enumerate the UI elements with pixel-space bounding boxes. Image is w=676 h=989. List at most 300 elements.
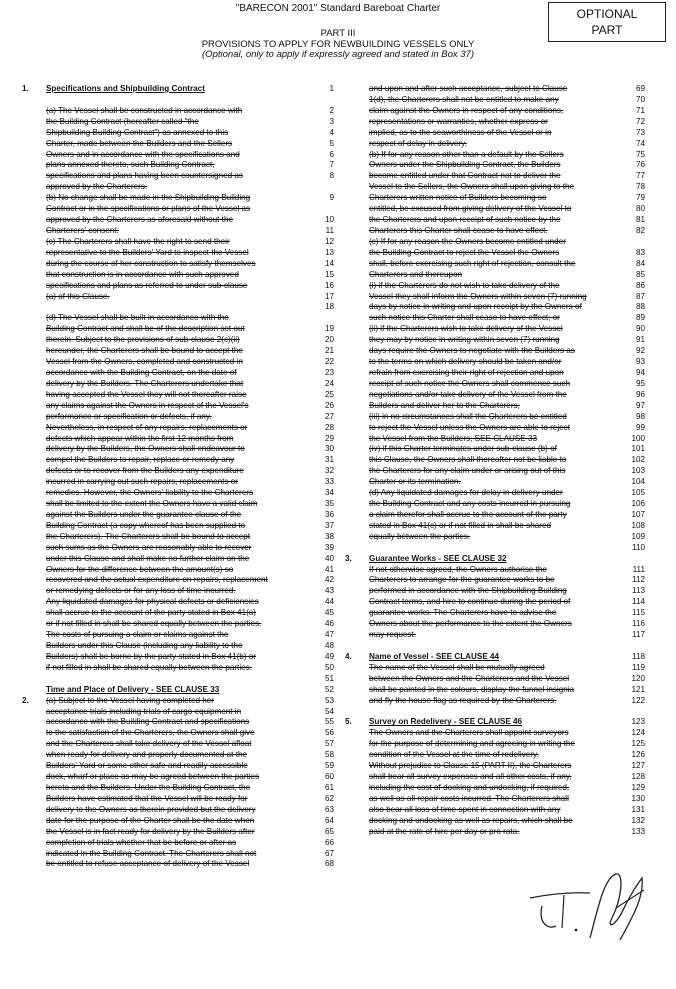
clause-number — [22, 739, 46, 750]
line-number: 45 — [324, 608, 334, 618]
line-number: 9 — [329, 193, 334, 203]
text-line — [345, 586, 645, 597]
clause-number — [345, 794, 369, 805]
clause-text: defects or to recover from the Builders any expenditure — [46, 466, 244, 476]
line-number: 58 — [324, 750, 334, 760]
text-line — [22, 226, 334, 237]
clause-text: recovered and the actual expenditure on repairs, replacement — [46, 575, 268, 585]
clause-number — [345, 171, 369, 182]
line-number: 124 — [631, 728, 645, 738]
clause-text: Nevertheless, in respect of any repairs, replacements or — [46, 422, 248, 432]
line-number: 8 — [329, 171, 334, 181]
text-line — [345, 390, 645, 401]
text-line — [345, 805, 645, 816]
clause-text: days by notice in writing and upon receipt by the Owners of — [369, 302, 582, 312]
clause-text: and upon and after such acceptance, subject to Clause — [369, 84, 568, 93]
line-number: 101 — [631, 444, 645, 454]
line-number: 36 — [324, 509, 334, 519]
right-column — [345, 84, 645, 838]
clause-text: having accepted the Vessel they will not thereafter raise — [46, 389, 247, 399]
clause-text: delivery to the Owners as therein provided but the delivery — [46, 804, 256, 814]
clause-text: Contract terms, and hire to continue during the period of — [369, 597, 571, 607]
text-line — [345, 434, 645, 445]
clause-number — [22, 117, 46, 128]
line-number: 111 — [632, 564, 645, 574]
line-number: 41 — [324, 564, 334, 574]
clause-text: stated in Box 41(c) or if not filled in shall be shared — [369, 520, 552, 530]
optional-label: OPTIONAL — [576, 7, 638, 21]
text-line — [22, 117, 334, 128]
part-number: PART III — [320, 28, 356, 39]
line-number: 87 — [635, 291, 645, 301]
clause-number — [345, 117, 369, 128]
clause-text: against the Builders under the guarantee clause of the — [46, 509, 242, 519]
left-column — [22, 84, 334, 870]
clause-number — [22, 160, 46, 171]
line-number: 102 — [631, 455, 645, 465]
text-line — [345, 357, 645, 368]
clause-text: Charterers this Charter shall cease to have effect. — [369, 225, 548, 235]
clause-text: representations or warranties, whether express or — [369, 116, 548, 126]
text-line — [22, 357, 334, 368]
text-line — [345, 783, 645, 794]
clause-text: the Building Contract (hereafter called "the — [46, 116, 199, 126]
line-number: 64 — [324, 815, 334, 825]
clause-number — [345, 597, 369, 608]
line-number: 97 — [635, 400, 645, 410]
text-line — [345, 466, 645, 477]
clause-number — [345, 128, 369, 139]
text-line — [345, 532, 645, 543]
clause-number — [345, 641, 369, 652]
clause-text: paid at the rate of hire per day or pro rata. — [369, 826, 520, 836]
text-line — [345, 739, 645, 750]
text-line — [345, 444, 645, 455]
line-number: 37 — [324, 520, 334, 530]
clause-number — [22, 849, 46, 860]
text-line — [345, 761, 645, 772]
clause-text — [369, 543, 627, 554]
clause-number — [22, 302, 46, 313]
line-number: 96 — [635, 389, 645, 399]
clause-text: (a) of this Clause. — [46, 291, 110, 301]
text-line — [22, 859, 334, 870]
line-number: 132 — [631, 815, 645, 825]
clause-text: the Vessel is in fact ready for delivery by the Builders after — [46, 826, 255, 836]
clause-text: respect of delay in delivery. — [369, 138, 467, 148]
line-number: 33 — [324, 477, 334, 487]
text-line — [22, 313, 334, 324]
text-line — [345, 663, 645, 674]
text-line — [22, 335, 334, 346]
clause-number — [345, 150, 369, 161]
text-line — [22, 575, 334, 586]
clause-number — [345, 663, 369, 674]
part-note: (Optional, only to apply if expressly agreed and stated in Box 37) — [202, 49, 474, 60]
clause-number — [22, 95, 46, 106]
clause-number — [22, 750, 46, 761]
clause-number — [22, 575, 46, 586]
text-line — [345, 259, 645, 270]
clause-number — [345, 237, 369, 248]
clause-number — [345, 608, 369, 619]
clause-number — [22, 270, 46, 281]
clause-number — [22, 652, 46, 663]
text-line — [22, 139, 334, 150]
clause-number — [345, 259, 369, 270]
line-number: 90 — [635, 324, 645, 334]
line-number: 14 — [324, 258, 334, 268]
line-number: 103 — [631, 466, 645, 476]
text-line — [345, 401, 645, 412]
clause-text: may request. — [369, 630, 416, 640]
clause-text: during the course of her construction to satisfy themselves — [46, 258, 256, 268]
clause-text: to the satisfaction of the Charterers, the Owners shall give — [46, 728, 255, 738]
clause-number — [345, 226, 369, 237]
clause-number — [22, 685, 46, 696]
line-number: 68 — [324, 859, 334, 869]
text-line — [345, 182, 645, 193]
line-number: 15 — [324, 269, 334, 279]
line-number: 16 — [324, 280, 334, 290]
clause-number — [345, 412, 369, 423]
clause-text: Vessel from the Owners, completed and constructed in — [46, 357, 243, 367]
text-line — [22, 543, 334, 554]
text-line — [345, 717, 645, 728]
clause-text: this Clause, the Owners shall thereafter not be liable to — [369, 455, 567, 465]
text-line — [345, 641, 645, 652]
clause-number — [345, 357, 369, 368]
text-line — [345, 608, 645, 619]
clause-text: approved by the Charterers as aforesaid without the — [46, 215, 233, 225]
clause-number — [22, 412, 46, 423]
text-line — [345, 84, 645, 95]
clause-number — [22, 554, 46, 565]
clause-text: or remedying defects or for any loss of time incurred. — [46, 586, 236, 596]
line-number: 62 — [324, 793, 334, 803]
text-line — [22, 717, 334, 728]
clause-text: entitled, be excused from giving delivery of the Vessel to — [369, 204, 572, 214]
clause-number — [345, 805, 369, 816]
text-line — [345, 488, 645, 499]
line-number: 129 — [631, 783, 645, 792]
clause-number — [22, 335, 46, 346]
text-line — [345, 619, 645, 630]
text-line — [345, 827, 645, 838]
line-number: 75 — [635, 149, 645, 159]
clause-text: (b) No change shall be made in the Shipbuilding Building — [46, 193, 251, 203]
line-number: 121 — [631, 684, 645, 694]
clause-text: representative to the Builders' Yard to inspect the Vessel — [46, 247, 249, 257]
clause-text: receipt of such notice the Owners shall commence such — [369, 378, 570, 388]
text-line — [345, 707, 645, 718]
clause-number — [22, 182, 46, 193]
line-number — [627, 554, 645, 565]
clause-number — [345, 630, 369, 641]
text-line — [22, 707, 334, 718]
clause-text: Contract or in the specifications or plans of the Vessel as — [46, 204, 251, 214]
line-number — [316, 313, 334, 324]
clause-text: hereunder, the Charterers shall be bound to accept the — [46, 346, 243, 356]
clause-text: 1(d), the Charterers shall not be entitled to make any — [369, 94, 559, 104]
text-line — [22, 455, 334, 466]
line-number: 6 — [329, 149, 334, 159]
clause-number — [345, 455, 369, 466]
clause-number — [22, 707, 46, 718]
line-number: 21 — [324, 346, 334, 356]
text-line — [345, 477, 645, 488]
clause-text: Owners for the difference between the amount(s) so — [46, 564, 234, 574]
line-number: 53 — [324, 695, 334, 705]
clause-text — [46, 95, 316, 106]
text-line — [22, 565, 334, 576]
clause-number — [22, 597, 46, 608]
clause-number — [345, 182, 369, 193]
line-number: 76 — [635, 160, 645, 170]
clause-number — [345, 346, 369, 357]
text-line — [345, 346, 645, 357]
line-number: 4 — [329, 127, 334, 137]
clause-text: specifications and plans as referred to under sub-clause — [46, 280, 248, 290]
clause-number — [22, 466, 46, 477]
clause-number — [345, 160, 369, 171]
text-line — [22, 685, 334, 696]
line-number: 99 — [635, 422, 645, 432]
clause-number — [22, 401, 46, 412]
text-line — [345, 499, 645, 510]
clause-number — [22, 805, 46, 816]
clause-number — [22, 128, 46, 139]
line-number: 26 — [324, 400, 334, 410]
line-number: 115 — [632, 608, 645, 618]
clause-number — [22, 630, 46, 641]
clause-text: remedies. However, the Owners' liability to the Charterers — [46, 488, 254, 498]
line-number: 108 — [631, 520, 645, 530]
clause-text: delivery by the Builders. The Charterers undertake that — [46, 378, 244, 388]
clause-text: (d) Any liquidated damages for delay in delivery under — [369, 488, 563, 498]
clause-text: the Charterers and upon receipt of such notice by the — [369, 215, 561, 225]
clause-text: a claim therefor shall accrue to the account of the party — [369, 509, 567, 519]
line-number: 13 — [324, 247, 334, 257]
clause-number — [22, 608, 46, 619]
clause-number — [345, 106, 369, 117]
text-line — [22, 663, 334, 674]
clause-text: Builders under this Clause (including any liability to the — [46, 641, 243, 651]
clause-text: as well as all repair costs incurred. The Charterers shall — [369, 793, 569, 803]
line-number: 82 — [635, 225, 645, 235]
text-line — [22, 761, 334, 772]
clause-text: and the Charterers shall take delivery of the Vessel afloat — [46, 739, 252, 749]
line-number: 32 — [324, 466, 334, 476]
line-number: 43 — [324, 586, 334, 596]
clause-number — [22, 532, 46, 543]
text-line — [22, 586, 334, 597]
line-number: 19 — [324, 324, 334, 334]
clause-text: Guarantee Works - SEE CLAUSE 32 — [369, 553, 507, 563]
part-heading-block — [0, 29, 676, 61]
line-number: 20 — [324, 335, 334, 345]
text-line — [22, 193, 334, 204]
line-number — [316, 95, 334, 106]
line-number: 114 — [632, 597, 645, 607]
clause-text: become entitled under that Contract not to deliver the — [369, 171, 561, 181]
line-number: 66 — [324, 837, 334, 847]
clause-text: Any liquidated damages for physical defects or deficiencies — [46, 597, 259, 607]
line-number: 22 — [324, 357, 334, 367]
line-number: 117 — [632, 630, 645, 640]
clause-number — [22, 565, 46, 576]
clause-text: Builders and deliver her to the Charterers; — [369, 400, 520, 410]
clause-text: the Building Contract to reject the Vessel the Owners — [369, 247, 560, 257]
clause-number — [22, 215, 46, 226]
text-line — [22, 248, 334, 259]
text-line — [22, 805, 334, 816]
line-number: 69 — [635, 84, 645, 93]
clause-text: date for the purpose of the Charter shall be the date when — [46, 815, 255, 825]
clause-number — [345, 313, 369, 324]
text-line — [22, 630, 334, 641]
clause-text: acceptance trials including trials of cargo equipment in — [46, 706, 242, 716]
clause-text — [46, 674, 316, 685]
clause-text: The Owners and the Charterers shall appoint surveyors — [369, 728, 569, 738]
text-line — [22, 237, 334, 248]
text-line — [22, 204, 334, 215]
clause-text: any claims against the Owners in respect of the Vessel's — [46, 400, 249, 410]
clause-number — [22, 641, 46, 652]
clause-text: The name of the Vessel shall be mutually agreed — [369, 662, 545, 672]
clause-text: such sums as the Owners are reasonably able to recover — [46, 542, 252, 552]
text-line — [22, 849, 334, 860]
text-line — [22, 150, 334, 161]
clause-text: specifications and plans having been countersigned as — [46, 171, 243, 181]
text-line — [345, 292, 645, 303]
line-number: 74 — [635, 138, 645, 148]
line-number: 49 — [324, 651, 334, 661]
text-line — [22, 641, 334, 652]
clause-number — [22, 521, 46, 532]
clause-number — [345, 586, 369, 597]
clause-number — [345, 761, 369, 772]
clause-text: performance or specification or defects, if any. — [46, 411, 212, 421]
text-line — [345, 171, 645, 182]
clause-number — [22, 827, 46, 838]
clause-text: the Building Contract and any costs incurred in pursuing — [369, 499, 571, 509]
line-number: 67 — [324, 848, 334, 858]
clause-number — [22, 816, 46, 827]
clause-text: shall be painted in the colours, display the funnel insignia — [369, 684, 575, 694]
clause-number — [22, 379, 46, 390]
text-line — [345, 139, 645, 150]
line-number: 44 — [324, 597, 334, 607]
clause-number — [345, 739, 369, 750]
clause-text: claim against the Owners in respect of any conditions, — [369, 105, 564, 115]
line-number — [316, 204, 334, 215]
clause-text: under this Clause and shall make no further claim on the — [46, 553, 250, 563]
clause-text: (c) The Charterers shall have the right to send their — [46, 236, 230, 246]
line-number: 5 — [329, 138, 334, 148]
clause-text: dock, wharf or place as may be agreed between the parties — [46, 772, 260, 782]
line-number: 106 — [631, 499, 645, 509]
text-line — [345, 816, 645, 827]
text-line — [22, 772, 334, 783]
signature — [520, 868, 660, 948]
clause-number — [22, 237, 46, 248]
line-number: 83 — [635, 247, 645, 257]
clause-text: Builders) shall be borne by the party stated in Box 41(b) or — [46, 651, 257, 661]
clause-text: (ii) if the Charterers wish to take delivery of the Vessel — [369, 324, 563, 334]
clause-number — [22, 226, 46, 237]
line-number: 52 — [324, 684, 334, 694]
line-number: 54 — [324, 706, 334, 716]
line-number: 71 — [635, 105, 645, 115]
clause-number — [22, 193, 46, 204]
text-line — [22, 488, 334, 499]
clause-text: Builders' Yard or some other safe and readily accessible — [46, 761, 248, 771]
clause-number: 4. — [345, 651, 352, 661]
line-number: 72 — [635, 116, 645, 126]
line-number: 95 — [635, 378, 645, 388]
line-number: 1 — [329, 84, 334, 93]
text-line — [345, 554, 645, 565]
line-number: 40 — [324, 553, 334, 563]
text-line — [345, 685, 645, 696]
clause-number — [345, 477, 369, 488]
clause-number — [345, 521, 369, 532]
text-line — [345, 237, 645, 248]
text-line — [345, 335, 645, 346]
text-line — [345, 117, 645, 128]
clause-text: Vessel they shall inform the Owners within seven (7) running — [369, 291, 587, 301]
line-number — [627, 237, 645, 248]
clause-text: shall accrue to the account of the party stated in Box 41(a) — [46, 608, 257, 618]
clause-text — [46, 302, 316, 313]
clause-number — [22, 248, 46, 259]
clause-text: days require the Owners to negotiate with the Builders as — [369, 346, 575, 356]
line-number: 125 — [631, 739, 645, 749]
line-number: 84 — [635, 258, 645, 268]
clause-text: Name of Vessel - SEE CLAUSE 44 — [369, 651, 500, 661]
clause-number: 3. — [345, 553, 352, 563]
line-number: 113 — [632, 586, 645, 596]
clause-number: 5. — [345, 717, 352, 727]
clause-text: therein. Subject to the provisions of sub-clause 2(c)(ii) — [46, 335, 240, 345]
text-line — [22, 827, 334, 838]
line-number: 110 — [632, 542, 645, 552]
text-line — [22, 368, 334, 379]
line-number: 77 — [635, 171, 645, 181]
text-line — [345, 510, 645, 521]
text-line — [22, 728, 334, 739]
clause-text: performed in accordance with the Shipbuilding Building — [369, 586, 567, 596]
line-number: 73 — [635, 127, 645, 137]
text-line — [22, 674, 334, 685]
text-line — [22, 597, 334, 608]
clause-number — [345, 750, 369, 761]
clause-text — [369, 641, 627, 652]
text-line — [22, 444, 334, 455]
clause-number — [22, 717, 46, 728]
clause-number — [345, 270, 369, 281]
line-number: 60 — [324, 772, 334, 782]
line-number: 93 — [635, 357, 645, 367]
clause-text: plans annexed thereto, such Building Contract, — [46, 160, 215, 170]
text-line — [22, 554, 334, 565]
clause-text: also bear all loss of time spent in connection with any — [369, 804, 561, 814]
line-number: 46 — [324, 619, 334, 629]
clause-text: implied, as to the seaworthiness of the Vessel or in — [369, 127, 552, 137]
clause-text: approved by the Charterers. — [46, 182, 148, 192]
line-number: 39 — [324, 542, 334, 552]
